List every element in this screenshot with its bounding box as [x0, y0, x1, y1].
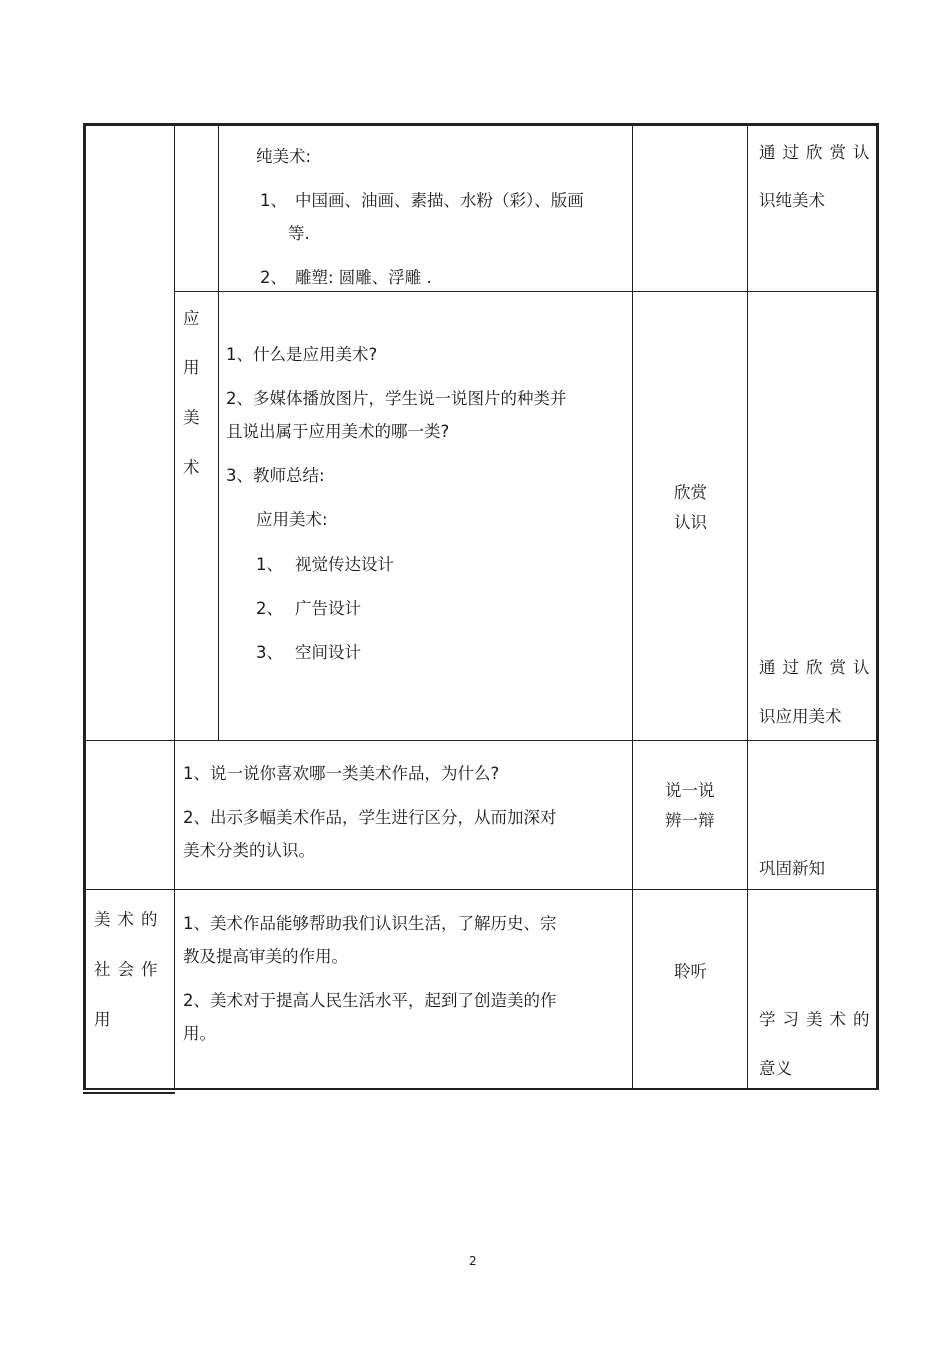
- row-line-3: [85, 889, 877, 890]
- applied-art-goal-line2: 识应用美术: [759, 707, 842, 726]
- table-border-bottom: [83, 1088, 879, 1090]
- social-role-activity: 聆听: [674, 962, 707, 981]
- social-role-goal-line1: 学习美术的: [759, 1010, 877, 1029]
- table-border-left: [83, 123, 86, 1090]
- row-line-1: [175, 291, 877, 292]
- applied-art-heading: 应用美术:: [256, 510, 328, 529]
- consolidation-activity-line2: 辨一辩: [665, 811, 715, 830]
- pure-art-goal-line2: 识纯美术: [759, 191, 825, 210]
- applied-art-item3-num: 3、: [256, 643, 283, 662]
- applied-art-section-char-4: 术: [183, 458, 200, 477]
- col-line-3: [632, 124, 633, 1090]
- applied-art-question-2-line1: 2、多媒体播放图片，学生说一说图片的种类并: [226, 389, 567, 408]
- applied-art-activity-line1: 欣赏: [674, 483, 707, 502]
- applied-art-item3-text: 空间设计: [295, 643, 361, 662]
- social-role-section-line3: 用: [94, 1010, 111, 1029]
- pure-art-goal-line1: 通过欣赏认: [759, 143, 877, 162]
- social-role-section-line2: 社会作: [94, 960, 165, 979]
- applied-art-question-2-line2: 且说出属于应用美术的哪一类?: [226, 422, 450, 441]
- col-line-1: [174, 124, 175, 1090]
- applied-art-section-char-2: 用: [183, 358, 200, 377]
- social-role-line2: 教及提高审美的作用。: [183, 947, 348, 966]
- consolidation-line1: 1、说一说你喜欢哪一类美术作品，为什么?: [183, 764, 500, 783]
- table-border-right: [876, 123, 879, 1090]
- table-border-top: [83, 123, 879, 126]
- applied-art-question-1: 1、什么是应用美术?: [226, 345, 378, 364]
- applied-art-item2-text: 广告设计: [295, 599, 361, 618]
- social-role-line4: 用。: [183, 1024, 216, 1043]
- col-line-4: [747, 124, 748, 1090]
- col-line-2: [218, 124, 219, 741]
- consolidation-line2: 2、出示多幅美术作品，学生进行区分，从而加深对: [183, 808, 557, 827]
- pure-art-item1-num: 1、: [260, 191, 287, 210]
- social-role-goal-line2: 意义: [759, 1059, 792, 1078]
- applied-art-item1-num: 1、: [256, 555, 283, 574]
- pure-art-item1-cont: 等.: [288, 224, 310, 243]
- consolidation-line3: 美术分类的认识。: [183, 841, 315, 860]
- row-line-2: [85, 740, 877, 741]
- pure-art-item2-num: 2、: [260, 268, 287, 287]
- applied-art-goal-line1: 通过欣赏认: [759, 658, 877, 677]
- pure-art-item1-text: 中国画、油画、素描、水粉（彩）、版画: [295, 191, 584, 210]
- pure-art-item2-text: 雕塑: 圆雕、浮雕 .: [295, 268, 432, 287]
- social-role-section-line1: 美术的: [94, 910, 165, 929]
- page-number: 2: [469, 1254, 477, 1268]
- applied-art-item2-num: 2、: [256, 599, 283, 618]
- consolidation-activity-line1: 说一说: [665, 781, 715, 800]
- pure-art-heading: 纯美术:: [256, 147, 312, 166]
- table-border-bottom-extra: [83, 1092, 175, 1094]
- applied-art-section-char-1: 应: [183, 309, 200, 328]
- applied-art-item1-text: 视觉传达设计: [295, 555, 394, 574]
- social-role-line3: 2、美术对于提高人民生活水平，起到了创造美的作: [183, 991, 557, 1010]
- applied-art-section-char-3: 美: [183, 408, 200, 427]
- social-role-line1: 1、美术作品能够帮助我们认识生活，了解历史、宗: [183, 914, 557, 933]
- applied-art-activity-line2: 认识: [674, 513, 707, 532]
- applied-art-question-3: 3、教师总结:: [226, 466, 325, 485]
- consolidation-goal: 巩固新知: [759, 859, 825, 878]
